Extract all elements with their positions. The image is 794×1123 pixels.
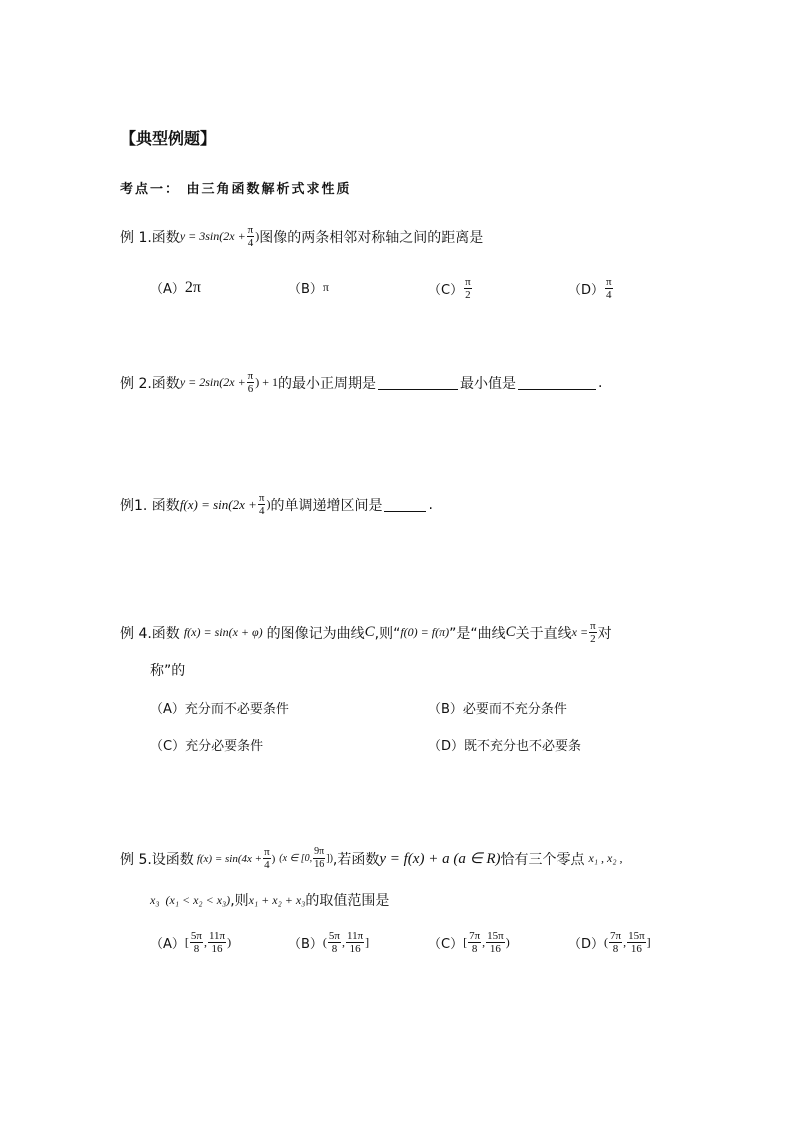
ex1-suffix: 图像的两条相邻对称轴之间的距离是 <box>259 229 484 246</box>
ex4-option-c: （C）充分必要条件 <box>150 739 264 754</box>
min-blank[interactable] <box>518 375 596 390</box>
example-5: 例 5.设函数 f(x) = sin(4x + $\frac{\pi}{4}$ ) (x ∈ [0, $\frac{9\pi}{16}$ ]) ,若函数 y = f(x) + a (a ∈ R) 恰有三个零点 x₁ , x₂ , <box>120 846 623 871</box>
ex5-option-d: （D） ( $\frac{7\pi}{8}$ , $\frac{15\pi}{16}$ ] <box>568 930 651 955</box>
ex5-option-a: （A） [ $\frac{5\pi}{8}$ , $\frac{11\pi}{16}$ ) <box>150 930 232 955</box>
ex4-fraction: $\frac{\pi}{2}$ <box>590 620 596 645</box>
example-3: 例1. 函数 f(x) = sin(2x + $\frac{\pi}{4}$ ) 的单调递增区间是 . <box>120 492 433 517</box>
example-4: 例 4.函数 f(x) = sin(x + φ) 的图像记为曲线 C ,则“ f(0) = f(π) ”是“曲线 C 关于直线 x = $\frac{\pi}{2}$ 对 <box>120 620 612 645</box>
ex1-fraction: $\frac{\pi}{4}$ <box>247 224 254 249</box>
ex1-option-d: （D） $\frac{\pi}{4}$ <box>568 276 612 301</box>
ex5-line2: x₃ (x₁ < x₂ < x₃) ,则 x₁ + x₂ + x₃ 的取值范围是 <box>150 892 390 909</box>
ex2-fraction: $\frac{\pi}{6}$ <box>247 370 254 395</box>
ex1-prefix: 例 1.函数 <box>120 229 180 246</box>
ex5-domain-fraction: $\frac{9\pi}{16}$ <box>314 846 325 870</box>
example-1 <box>120 224 483 249</box>
ex1-formula-a: y = 3sin(2x + <box>179 229 246 243</box>
page-heading: 【典型例题】 <box>120 129 217 148</box>
ex4-line2: 称”的 <box>150 663 186 679</box>
ex1-option-c: （C） $\frac{\pi}{2}$ <box>428 276 471 301</box>
example-2: 例 2.函数 y = 2sin(2x + $\frac{\pi}{6}$ ) + 1 的最小正周期是 最小值是 . <box>120 370 603 395</box>
interval-blank[interactable] <box>384 497 426 512</box>
ex4-option-b: （B）必要而不充分条件 <box>428 702 567 717</box>
period-blank[interactable] <box>378 375 458 390</box>
ex1-option-b: （B） π <box>288 280 329 297</box>
ex5-option-b: （B） ( $\frac{5\pi}{8}$ , $\frac{11\pi}{16}$ ] <box>288 930 370 955</box>
section-title: 考点一： 由三角函数解析式求性质 <box>120 182 352 197</box>
ex3-fraction: $\frac{\pi}{4}$ <box>258 492 265 517</box>
ex5-option-c: （C） [ $\frac{7\pi}{8}$ , $\frac{15\pi}{16}$ ) <box>428 930 510 955</box>
ex5-fraction: $\frac{\pi}{4}$ <box>264 846 270 871</box>
ex4-option-d: （D）既不充分也不必要条 <box>428 739 582 754</box>
ex1-option-a: （A） 2π <box>150 278 201 297</box>
ex4-option-a: （A）充分而不必要条件 <box>150 702 289 717</box>
ex1-formula-b: ) <box>255 229 260 243</box>
